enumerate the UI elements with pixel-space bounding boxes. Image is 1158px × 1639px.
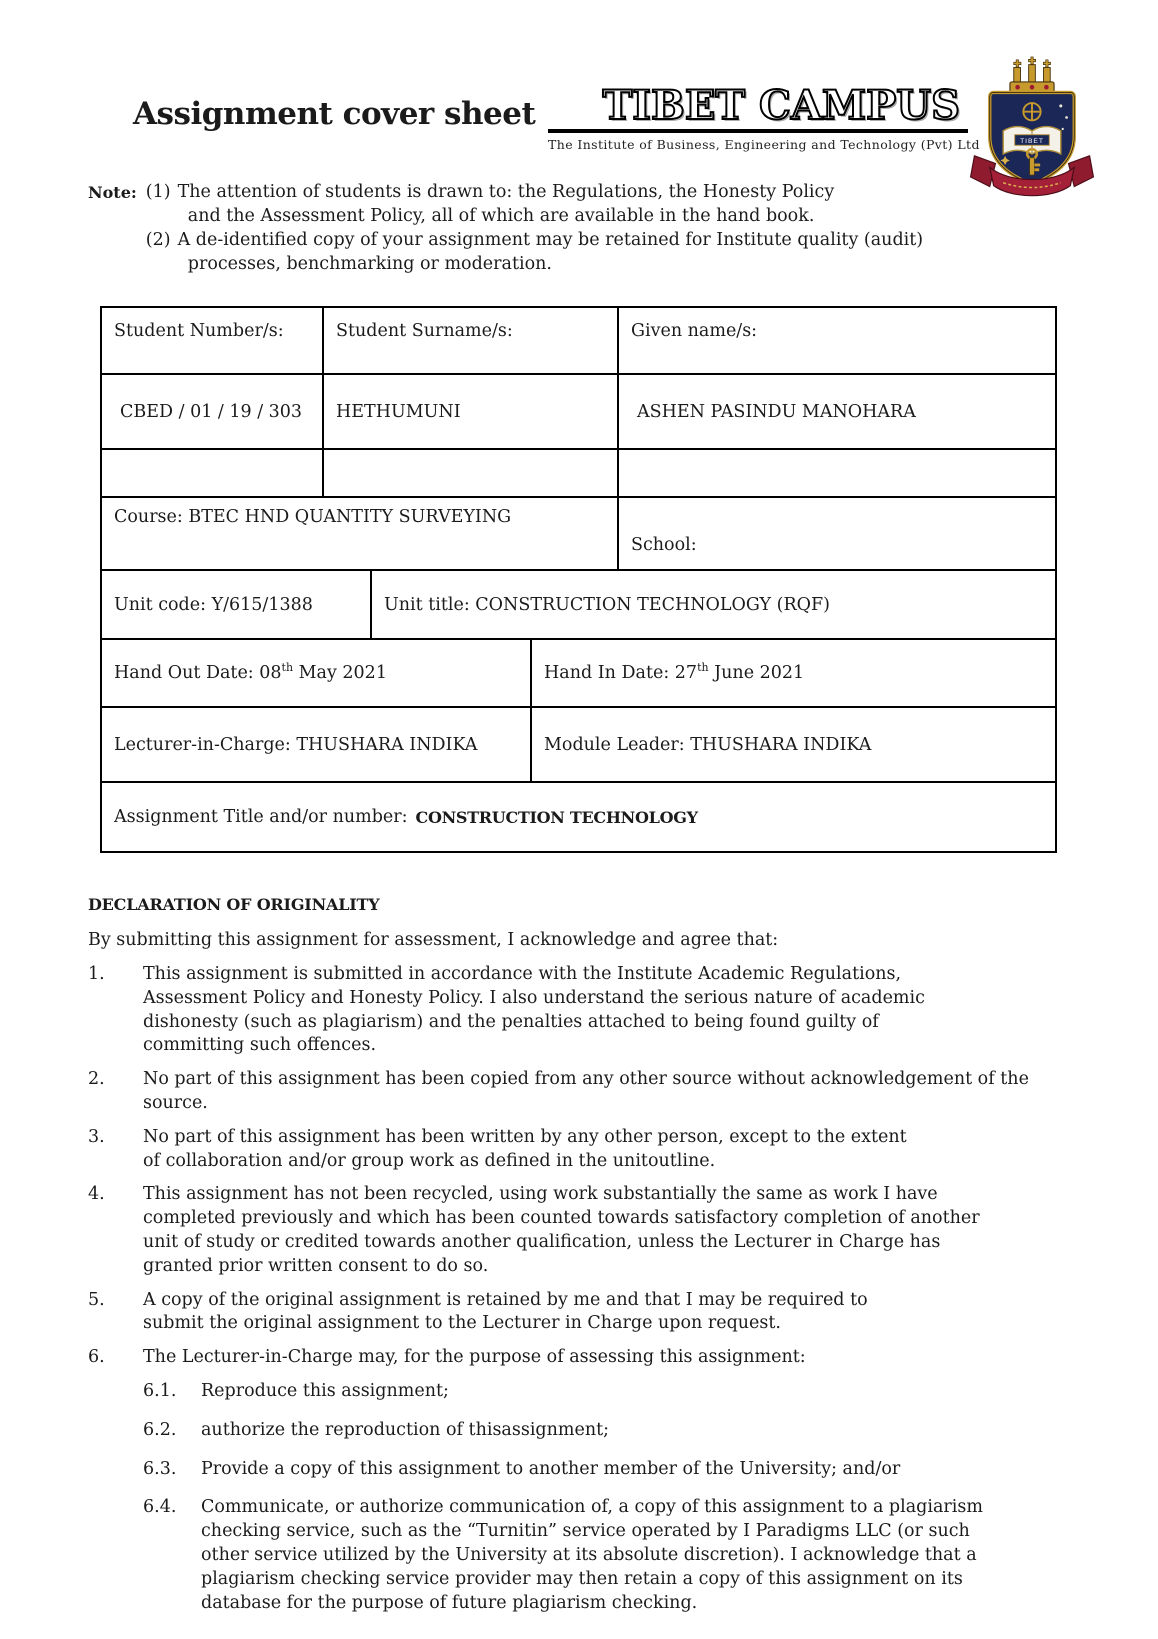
table-row	[102, 375, 1055, 450]
declaration-list	[88, 963, 1158, 1615]
table-row	[102, 783, 1055, 851]
empty-cell	[324, 450, 619, 496]
assignment-title-cell: Assignment Title and/or number: CONSTRUCTION TECHNOLOGY	[114, 807, 698, 827]
student-details-table	[100, 306, 1057, 853]
hand-out-date-cell: Hand Out Date: 08th May 2021	[102, 640, 532, 706]
table-row	[102, 708, 1055, 783]
institute-name: TIBET CAMPUS	[602, 82, 960, 129]
lecturer-in-charge-cell: Lecturer-in-Charge: THUSHARA INDIKA	[102, 708, 532, 781]
given-name-value-cell: ASHEN PASINDU MANOHARA	[637, 401, 916, 422]
declaration-section	[88, 895, 1158, 1615]
hand-in-date-cell: Hand In Date: 27th June 2021	[544, 661, 805, 683]
assignment-title-value: CONSTRUCTION TECHNOLOGY	[415, 807, 698, 827]
declaration-subitem: 6.1. Reproduce this assignment;	[143, 1380, 449, 1401]
declaration-item: 1. This assignment is submitted in accordance with the Institute Academic Regulations, Assessment Policy and Honesty Policy. I also understand the serious nature of academic dishonesty (such as plagiarism) and the penalties attached to being found guilty of committing such offences.	[88, 964, 925, 1056]
declaration-subitem: 6.4. Communicate, or authorize communication of, a copy of this assignment to a plagiarism checking service, such as the “Turnitin” service operated by I Paradigms LLC (or such other service utilized by the University at its absolute discretion). I acknowledge that a plagiarism checking service provider may then retain a copy of this assignment on its database for the purpose of future plagiarism checking.	[143, 1497, 983, 1613]
note-item: (2) A de-identified copy of your assignment may be retained for Institute quality (audit) processes, benchmarking or moderation.	[145, 230, 924, 274]
crest-book-label: TIBET	[1020, 137, 1044, 145]
institute-logo	[548, 82, 980, 152]
note-item: (1) The attention of students is drawn to: the Regulations, the Honesty Policy and the Assessment Policy, all of which are available in the hand book.	[145, 182, 835, 226]
crown-icon	[1010, 57, 1054, 93]
declaration-subitem: 6.3. Provide a copy of this assignment to another member of the University; and/or	[143, 1458, 901, 1479]
empty-cell	[102, 450, 324, 496]
student-number-value-cell: CBED / 01 / 19 / 303	[102, 375, 324, 448]
empty-cell	[619, 450, 1055, 496]
note-label: Note:	[88, 183, 137, 202]
declaration-item: 6. The Lecturer-in-Charge may, for the purpose of assessing this assignment:	[88, 1347, 806, 1368]
table-row	[102, 308, 1055, 375]
declaration-heading: DECLARATION OF ORIGINALITY	[88, 895, 380, 914]
student-surname-value-cell: HETHUMUNI	[324, 375, 619, 448]
unit-title-cell: Unit title: CONSTRUCTION TECHNOLOGY (RQF)	[384, 594, 830, 615]
page-title: Assignment cover sheet	[133, 96, 536, 132]
declaration-item: 5. A copy of the original assignment is retained by me and that I may be required to submit the original assignment to the Lecturer in Charge upon request.	[88, 1289, 868, 1334]
student-number-label-cell: Student Number/s:	[102, 308, 324, 373]
table-row	[102, 498, 1055, 571]
declaration-item: 2. No part of this assignment has been copied from any other source without acknowledgement of the source.	[88, 1069, 1029, 1113]
table-row	[102, 640, 1055, 708]
institute-tagline: The Institute of Business, Engineering and Technology (Pvt) Ltd	[548, 137, 980, 152]
course-cell: Course: BTEC HND QUANTITY SURVEYING	[102, 498, 619, 569]
declaration-subitem: 6.2. authorize the reproduction of thisassignment;	[143, 1419, 610, 1440]
table-row	[102, 571, 1055, 640]
tibet-campus-crest-icon	[958, 56, 1106, 200]
logo-underline	[548, 129, 968, 133]
student-surname-label-cell: Student Surname/s:	[324, 308, 619, 373]
shield	[990, 92, 1074, 184]
declaration-item: 4. This assignment has not been recycled, using work substantially the same as work I have completed previously and which has been counted towards satisfactory completion of another unit of study or credited towards another qualification, unless the Lecturer in Charge has granted prior written consent to do so.	[88, 1184, 980, 1276]
declaration-sublist	[143, 1380, 1158, 1615]
header	[0, 0, 1158, 170]
declaration-item: 3. No part of this assignment has been written by any other person, except to the extent of collaboration and/or group work as defined in the unitoutline.	[88, 1126, 907, 1171]
module-leader-cell: Module Leader: THUSHARA INDIKA	[544, 734, 872, 755]
unit-code-cell: Unit code: Y/615/1388	[102, 571, 372, 638]
given-name-label-cell: Given name/s:	[631, 321, 758, 341]
table-row	[102, 450, 1055, 498]
school-cell: School:	[631, 535, 697, 555]
declaration-intro: By submitting this assignment for assessment, I acknowledge and agree that:	[88, 930, 779, 950]
